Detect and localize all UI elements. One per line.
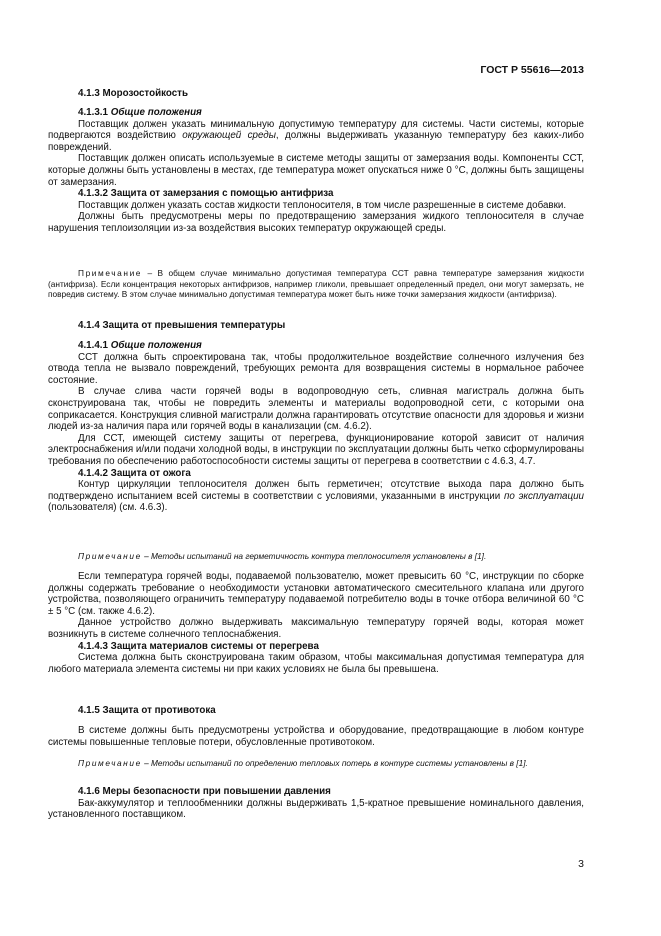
paragraph: Бак-аккумулятор и теплообменники должны выдерживать 1,5-кратное превышение номинального давления, установленного поставщиком. — [48, 797, 584, 821]
section-4-1-6 — [48, 786, 584, 821]
section-title: 4.1.6 Меры безопасности при повышении давления — [78, 786, 331, 797]
paragraph: В случае слива части горячей воды в водопроводную сеть, сливная магистраль должна быть сконструирована так, чтобы не повредить элементы и материалы водопроводной сети, с которыми она соприкасается. Конструкция сливной магистрали должна гарантировать отсутствие опасности для здоровья и жизни людей из-за наличия пара или горячей воды в канализации (см. 4.6.2). — [48, 386, 584, 433]
note: Примечание – Методы испытаний по определению тепловых потерь в контуре системы установлены в [1]. — [78, 758, 528, 768]
paragraph: Поставщик должен описать используемые в системе методы защиты от замерзания воды. Компоненты ССТ, которые должны быть установлены в местах, где температура может опускаться ниже 0 °С, должны быть защищены от замерзания. — [48, 153, 584, 188]
section-4-1-3-1 — [48, 107, 584, 235]
section-4-1-4-1 — [48, 340, 584, 514]
subsection-title: 4.1.3.1 Общие положения — [78, 107, 202, 118]
section-title: 4.1.4 Защита от превышения температуры — [78, 320, 286, 331]
subsection-title: 4.1.3.2 Защита от замерзания с помощью антифриза — [78, 188, 334, 200]
document-header: ГОСТ Р 55616—2013 — [480, 64, 584, 76]
section-4-1-5-body — [48, 725, 584, 748]
paragraph: Поставщик должен указать минимальную допустимую температуру для системы. Части системы, которые подвергаются воздействию окружающей среды, должны выдерживать указанную температуру без каких-либо повреждений. — [48, 118, 584, 153]
section-title: 4.1.5 Защита от противотока — [78, 705, 216, 716]
paragraph: Для ССТ, имеющей систему защиты от перегрева, функционирование которой зависит от наличия электроснабжения и/или подачи холодной воды, в инструкции по эксплуатации должны быть четко сформулированы требования по обеспечению работоспособности системы защиты от перегрева в соответствии с 4.6.3, 4.7. — [48, 432, 584, 467]
section-title: 4.1.3 Морозостойкость — [78, 88, 188, 99]
section-4-1-5 — [48, 705, 584, 717]
section-4-1-4-2-cont — [48, 571, 584, 675]
paragraph: Если температура горячей воды, подаваемой пользователю, может превысить 60 °С, инструкции по сборке должны содержать требование о необходимости установки автоматического смесительного клапана или другого устройства, позволяющего ограничить температуру подаваемой потребителю воды в точке отбора величиной 60 °С ± 5 °С (см. также 4.6.2). — [48, 571, 584, 617]
note: Примечание – Методы испытаний на герметичность контура теплоносителя установлены в [1]. — [78, 551, 487, 561]
section-4-1-4 — [48, 320, 584, 332]
paragraph: Поставщик должен указать состав жидкости теплоносителя, в том числе разрешенные в системе добавки. — [78, 199, 567, 211]
paragraph: Контур циркуляции теплоносителя должен быть герметичен; отсутствие выхода пара должно быть подтверждено испытанием всей системы в соответствии с условиями, указанными в инструкции по эксплуатации (пользователя) (см. 4.6.3). — [48, 479, 584, 514]
subsection-title: 4.1.4.2 Защита от ожога — [78, 467, 191, 479]
paragraph: ССТ должна быть спроектирована так, чтобы продолжительное воздействие солнечного излучения без отвода тепла не вызвало повреждений, требующих ремонта для возвращения системы в нормальное рабочее состояние. — [48, 351, 584, 386]
section-4-1-3 — [48, 88, 584, 100]
note: Примечание – В общем случае минимально допустимая температура ССТ равна температуре замерзания жидкости (антифриза). Если концентрация некоторых антифризов, например гликоли, превышает определенный предел, они могут замерзать, не повредив систему. В этом случае минимально допустимая температура может быть ниже точки замерзания жидкости (антифриза). — [48, 268, 584, 299]
subsection-title: 4.1.4.3 Защита материалов системы от перегрева — [78, 640, 319, 652]
paragraph: Система должна быть сконструирована таким образом, чтобы максимальная допустимая температура для любого материала элемента системы ни при каких условиях не была бы превышена. — [48, 652, 584, 675]
subsection-title: 4.1.4.1 Общие положения — [78, 340, 202, 351]
paragraph: В системе должны быть предусмотрены устройства и оборудование, предотвращающие в любом контуре системы повышенные тепловые потери, обусловленные противотоком. — [48, 725, 584, 748]
paragraph: Данное устройство должно выдерживать максимальную температуру горячей воды, которая может возникнуть в системе солнечного теплоснабжения. — [48, 617, 584, 640]
paragraph: Должны быть предусмотрены меры по предотвращению замерзания жидкого теплоносителя в случае нарушения теплоизоляции из-за воздействия высоких температур окружающей среды. — [48, 211, 584, 234]
page-number: 3 — [578, 858, 584, 870]
